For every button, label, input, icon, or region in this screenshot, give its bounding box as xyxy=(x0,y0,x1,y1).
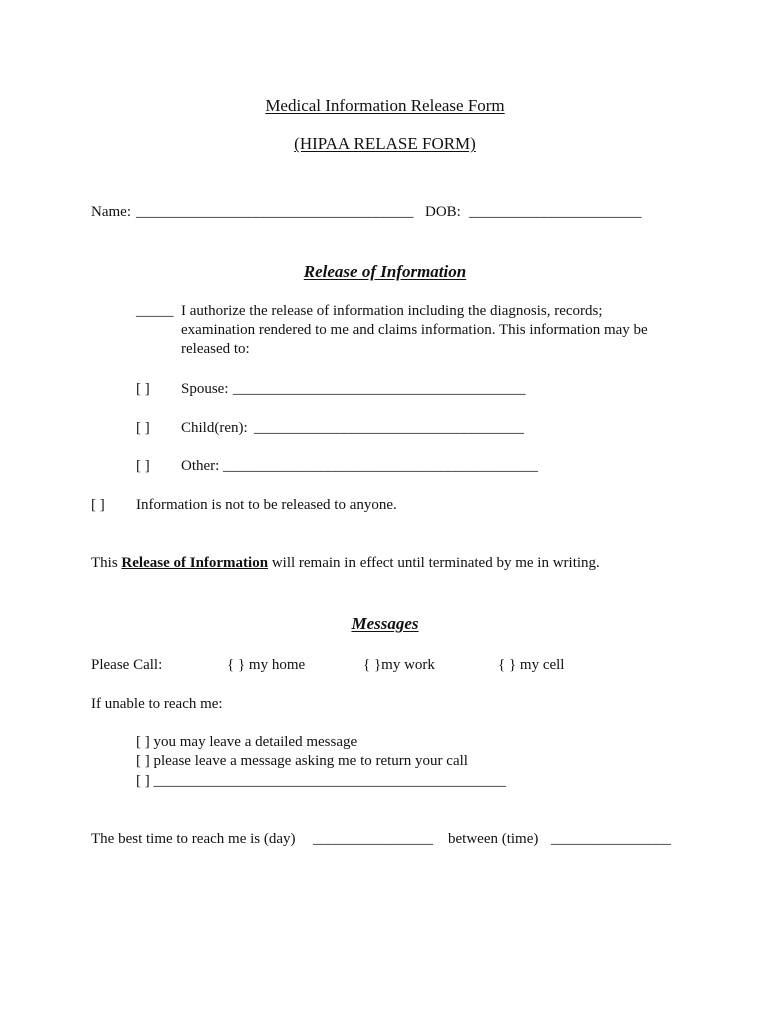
children-checkbox[interactable]: [ ] xyxy=(136,420,150,436)
children-field[interactable]: ____________________________________ xyxy=(254,420,524,436)
release-effect-statement xyxy=(91,554,600,573)
please-call-label: Please Call: xyxy=(91,657,163,673)
dob-label: DOB: xyxy=(425,204,461,220)
other-label: Other: xyxy=(181,458,220,474)
authorize-statement-continued: examination rendered to me and claims information. This information may be released to: xyxy=(181,322,648,357)
spouse-label: Spouse: xyxy=(181,381,229,397)
release-heading: Release of Information xyxy=(303,262,467,281)
no-release-checkbox[interactable]: [ ] xyxy=(91,497,105,513)
form-subtitle: (HIPAA RELASE FORM) xyxy=(294,134,476,153)
name-label: Name: xyxy=(91,204,131,220)
effect-suffix: will remain in effect until terminated by me in writing. xyxy=(271,555,600,571)
other-field[interactable]: __________________________________________ xyxy=(223,458,538,474)
best-time-field[interactable]: ________________ xyxy=(551,831,671,847)
call-work-option[interactable]: { }my work xyxy=(363,657,435,673)
call-cell-option[interactable]: { } my cell xyxy=(498,657,565,673)
dob-field[interactable]: _______________________ xyxy=(469,204,642,220)
name-field[interactable]: _____________________________________ xyxy=(136,204,414,220)
between-time-label: between (time) xyxy=(448,831,539,847)
spouse-checkbox[interactable]: [ ] xyxy=(136,381,150,397)
children-label: Child(ren): xyxy=(181,420,248,436)
authorize-statement-line1: I authorize the release of information including the diagnosis, records; xyxy=(181,303,603,319)
best-day-field[interactable]: ________________ xyxy=(313,831,433,847)
effect-prefix: This xyxy=(91,555,118,571)
best-time-label: The best time to reach me is (day) xyxy=(91,831,296,847)
authorize-initial-field[interactable]: _____ xyxy=(136,303,174,319)
return-call-option[interactable]: [ ] please leave a message asking me to return your call xyxy=(136,753,468,769)
unable-to-reach-label: If unable to reach me: xyxy=(91,696,223,712)
no-release-label: Information is not to be released to anyone. xyxy=(136,497,397,513)
form-title: Medical Information Release Form xyxy=(265,96,505,115)
call-home-option[interactable]: { } my home xyxy=(227,657,306,673)
messages-heading: Messages xyxy=(351,614,419,633)
other-checkbox[interactable]: [ ] xyxy=(136,458,150,474)
detailed-message-option[interactable]: [ ] you may leave a detailed message xyxy=(136,734,358,750)
effect-bold-term: Release of Information xyxy=(121,555,269,571)
spouse-field[interactable]: _______________________________________ xyxy=(233,381,526,397)
other-message-option[interactable]: [ ] _______________________________________________ xyxy=(136,773,506,789)
